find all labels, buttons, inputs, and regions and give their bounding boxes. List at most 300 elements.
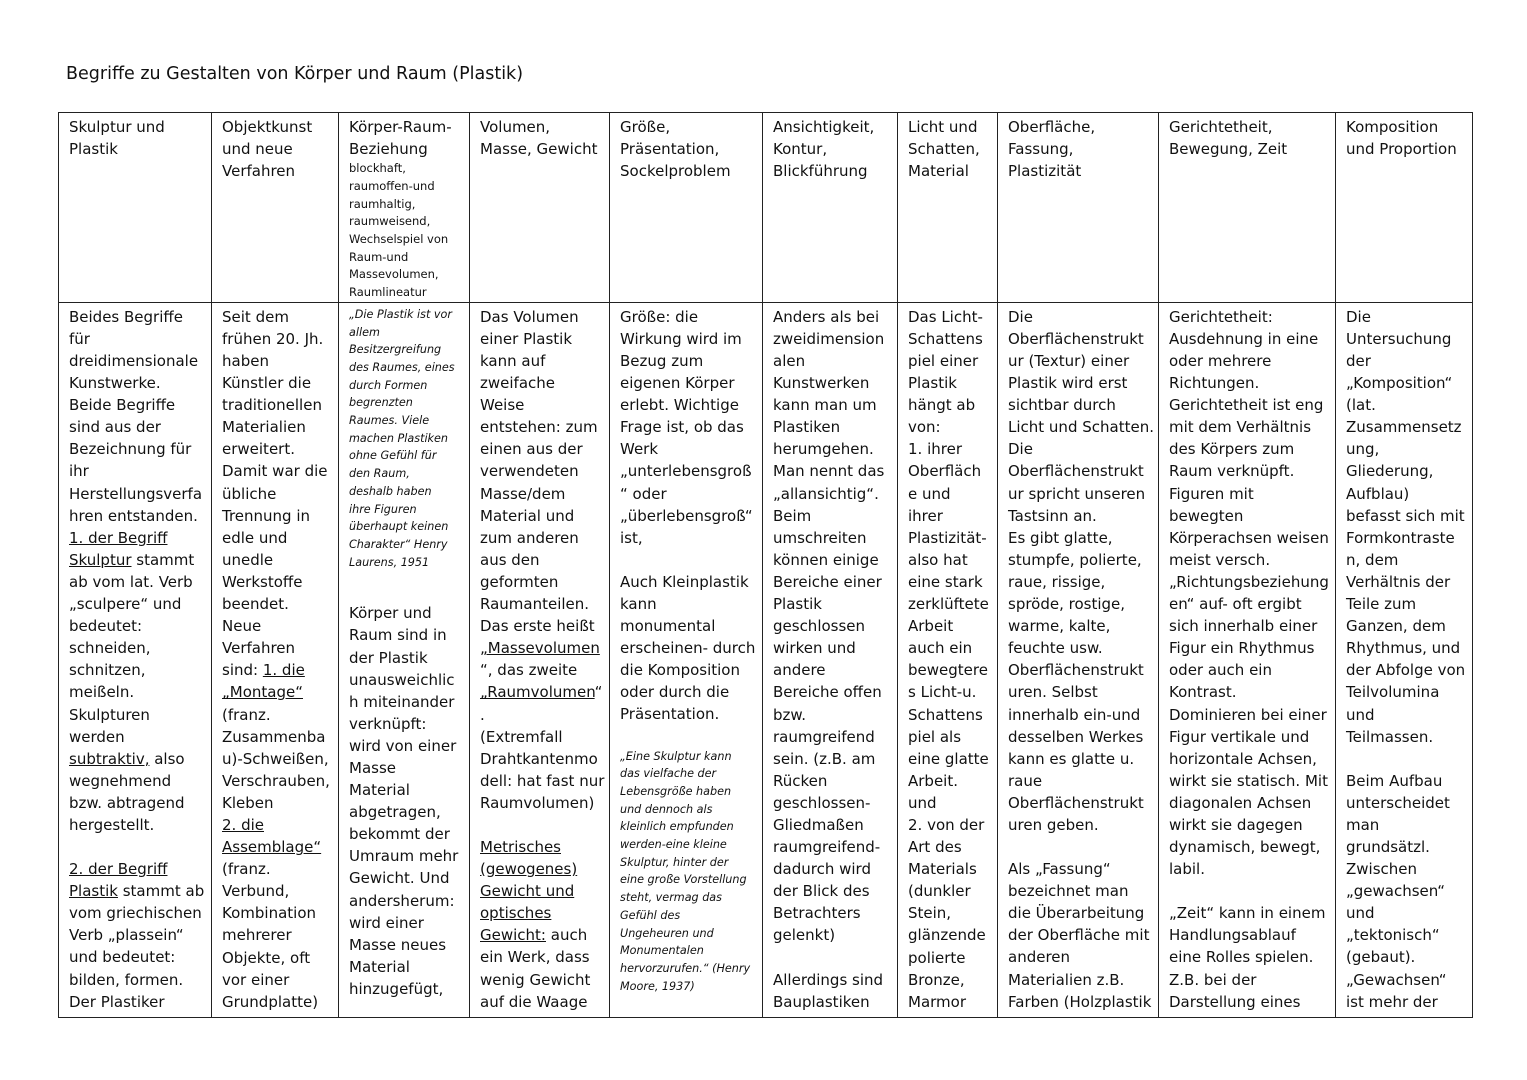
text-segment: „allansichtig“. (773, 484, 879, 503)
text-line (773, 438, 889, 460)
concepts-table (58, 112, 1473, 1018)
text-line (773, 306, 889, 328)
text-segment: die Überarbeitung (1008, 904, 1145, 923)
text-line (773, 460, 889, 482)
text-segment: der Blick des (773, 882, 870, 901)
header-text: Masse, Gewicht (480, 140, 598, 159)
text-line (480, 836, 601, 858)
text-line (69, 416, 203, 438)
text-line (1008, 770, 1150, 792)
text-segment: Marmor (908, 992, 966, 1011)
text-line (69, 924, 203, 946)
quote-line: werden-eine kleine (620, 838, 727, 852)
text-segment: Zusammensetz (1346, 418, 1462, 437)
text-line (773, 372, 889, 394)
text-line (1169, 328, 1327, 350)
text-line (480, 394, 601, 416)
text-line (222, 328, 330, 350)
text-segment: Raumvolumen) (480, 793, 595, 812)
text-line (69, 372, 203, 394)
text-line (1169, 770, 1327, 792)
text-segment: bekommt der (349, 825, 450, 844)
text-line (908, 947, 989, 969)
text-line (620, 438, 754, 460)
text-segment: stammt ab (117, 882, 205, 901)
text-line (480, 527, 601, 549)
text-segment: hren entstanden. (69, 506, 198, 525)
text-line (773, 902, 889, 924)
text-segment: werden (69, 727, 125, 746)
text-segment: bezeichnet man (1008, 882, 1129, 901)
text-line (620, 460, 754, 482)
text-segment: Plastik wird erst (1008, 374, 1128, 393)
text-segment: Damit war die (222, 462, 328, 481)
text-segment: Oberfläch (908, 462, 982, 481)
text-line (480, 659, 601, 681)
text-segment: hängt ab (908, 396, 976, 415)
text-line (222, 460, 330, 482)
header-cell-volumen (470, 113, 610, 303)
text-segment: (franz. (222, 860, 271, 879)
text-line (908, 438, 989, 460)
cell-objektkunst (212, 302, 339, 1017)
text-segment: auch ein (908, 639, 973, 658)
text-segment: e und (908, 484, 951, 503)
text-segment: traditionellen (222, 396, 322, 415)
text-segment: Dominieren bei einer (1169, 705, 1327, 724)
text-line (480, 902, 601, 924)
text-line (222, 969, 330, 991)
text-segment: hergestellt. (69, 815, 155, 834)
text-segment: geschlossen- (773, 793, 871, 812)
text-line (222, 748, 330, 770)
text-segment: dell: hat fast nur (480, 771, 605, 790)
text-line (1008, 438, 1150, 460)
text-line (69, 350, 203, 372)
text-line (773, 593, 889, 615)
spacer (620, 549, 754, 571)
text-line (1008, 969, 1150, 991)
text-line (69, 637, 203, 659)
text-segment: (lat. (1346, 396, 1376, 415)
cell-text (1008, 306, 1154, 1017)
text-line (1008, 306, 1150, 328)
text-line (1346, 770, 1464, 792)
text-segment: Verhältnis der (1346, 572, 1451, 591)
text-segment: (gebaut). (1346, 948, 1416, 967)
text-line (1169, 615, 1327, 637)
header-text: Licht und (908, 118, 978, 136)
text-line (349, 801, 461, 823)
text-segment: ur (Textur) einer (1008, 352, 1130, 370)
spacer (1169, 880, 1327, 902)
text-segment: übliche (222, 484, 277, 503)
text-segment: raue (1008, 771, 1043, 790)
text-line (480, 460, 601, 482)
text-line (480, 416, 601, 438)
text-segment: Kunstwerken (773, 374, 870, 393)
text-segment: Größe: die (620, 307, 699, 326)
text-segment: vom griechischen (69, 904, 202, 923)
text-line (908, 681, 989, 703)
header-row (59, 113, 1473, 303)
text-segment: (franz. (222, 705, 271, 724)
text-line (1169, 858, 1327, 880)
text-line (773, 659, 889, 681)
text-segment: desselben Werkes (1008, 727, 1144, 746)
header-text: Objektkunst (222, 118, 313, 136)
text-line (773, 858, 889, 880)
text-segment: Plastizität- (908, 528, 987, 547)
text-segment: Gerichtetheit ist eng (1169, 396, 1324, 415)
header-text: Material (908, 162, 969, 181)
text-line (480, 748, 601, 770)
text-segment: eigenen Körper (620, 374, 735, 393)
header-text: und Proportion (1346, 140, 1457, 159)
text-segment: Formkontraste (1346, 528, 1455, 547)
text-segment: polierte (908, 948, 966, 967)
quote-line: steht, vermag das (620, 891, 722, 905)
text-line (773, 637, 889, 659)
text-line (1008, 615, 1150, 637)
text-line (908, 306, 989, 328)
text-line (480, 880, 601, 902)
quote-line: überhaupt keinen (349, 520, 449, 534)
text-line (908, 748, 989, 770)
underlined-term: Assemblage“ (222, 838, 322, 857)
header-text: Oberfläche, (1008, 118, 1096, 136)
text-line (908, 902, 989, 924)
text-segment: Materialien z.B. (1008, 970, 1125, 989)
cell-text (773, 306, 889, 1017)
text-line (908, 858, 989, 880)
text-segment: gelenkt) (773, 926, 836, 945)
text-segment: glänzende (908, 926, 986, 945)
text-line (480, 483, 601, 505)
header-text: Größe, (620, 118, 671, 136)
text-line (773, 549, 889, 571)
spacer (349, 571, 461, 602)
content-row (59, 302, 1473, 1017)
header-text: Verfahren (222, 162, 296, 181)
text-line (1346, 483, 1464, 505)
text-segment: 1. ihrer (908, 440, 962, 459)
text-segment: labil. (1169, 860, 1205, 879)
text-line (480, 328, 601, 350)
text-line (908, 549, 989, 571)
cell-ansichtigkeit (763, 302, 898, 1017)
text-segment: Darstellung eines (1169, 992, 1301, 1011)
text-line (349, 823, 461, 845)
text-line (69, 991, 203, 1013)
text-line (480, 549, 601, 571)
text-line (773, 969, 889, 991)
text-segment: Die (1008, 307, 1033, 326)
text-segment: “ (594, 683, 603, 702)
text-line (480, 726, 601, 748)
text-line (908, 836, 989, 858)
text-segment: Künstler die (222, 374, 312, 393)
text-line (773, 726, 889, 748)
header-text: Volumen, (480, 118, 551, 136)
text-line (1346, 438, 1464, 460)
header-cell-skulptur (59, 113, 212, 303)
quote-line: Charakter“ Henry (349, 537, 448, 551)
text-segment: kann auf (480, 352, 546, 370)
text-segment: befasst sich mit (1346, 506, 1465, 525)
text-line (1008, 902, 1150, 924)
text-line (1169, 438, 1327, 460)
quote-line: hervorzurufen.“ (Henry (620, 961, 751, 975)
text-line (773, 350, 889, 372)
text-line (69, 593, 203, 615)
text-segment: grundsätzl. (1346, 837, 1430, 856)
text-line (1008, 416, 1154, 438)
text-line (480, 858, 601, 880)
cell-text (908, 306, 989, 1017)
text-segment: Beim (773, 506, 812, 525)
text-line (1346, 836, 1464, 858)
text-line (1169, 505, 1327, 527)
text-line (1346, 681, 1464, 703)
header-text: Skulptur und (69, 118, 165, 136)
text-segment: Grundplatte) (222, 992, 319, 1011)
text-segment: Aufblau) (1346, 484, 1410, 503)
text-line (908, 505, 989, 527)
text-line (1346, 814, 1464, 836)
text-line (480, 571, 601, 593)
text-line (908, 880, 989, 902)
header-subtext: blockhaft, (349, 161, 406, 176)
cell-gerichtetheit (1159, 302, 1336, 1017)
underlined-term: 2. der Begriff (69, 860, 168, 879)
text-line (1008, 549, 1150, 571)
text-line (480, 681, 601, 703)
underlined-term: „Massevolumen (480, 639, 600, 658)
header-subtext: Raumlineatur (349, 285, 427, 300)
text-segment: Materials (908, 860, 977, 879)
text-segment: Masse (349, 759, 396, 778)
text-line (69, 792, 203, 814)
text-segment: sind aus der (69, 418, 161, 437)
quote-line: Ungeheuren und (620, 926, 714, 940)
text-segment: Ganzen, dem (1346, 617, 1446, 636)
text-line (222, 659, 330, 681)
text-segment: Seit dem (222, 307, 289, 326)
text-line (222, 726, 330, 748)
text-segment: Körper und (349, 604, 432, 623)
text-segment: Untersuchung (1346, 329, 1452, 348)
header-subtext: Wechselspiel von (349, 232, 449, 246)
text-line (1169, 748, 1327, 770)
text-line (908, 726, 989, 748)
spacer (1008, 836, 1150, 858)
text-segment: Teilmassen. (1346, 727, 1434, 746)
text-segment: ist mehr der (1346, 992, 1438, 1011)
text-line (1008, 991, 1150, 1013)
spacer (620, 726, 754, 748)
header-text: Präsentation, (620, 140, 720, 159)
text-segment: Figuren mit (1169, 484, 1254, 503)
text-segment: Art des (908, 838, 962, 857)
text-line (69, 969, 203, 991)
cell-text (1169, 306, 1327, 1017)
text-line (1346, 615, 1464, 637)
text-segment: raue, rissige, (1008, 572, 1106, 591)
text-line (69, 681, 203, 703)
text-line (1346, 946, 1464, 968)
text-line (222, 527, 330, 549)
text-line (222, 416, 330, 438)
header-text: Plastik (69, 140, 118, 159)
quote-line: den Raum, (349, 467, 410, 481)
text-segment: Der Plastiker (69, 992, 165, 1011)
text-line (1169, 704, 1327, 726)
text-segment: Stein, (908, 904, 952, 923)
text-line (908, 372, 989, 394)
text-segment: Material (349, 781, 410, 800)
text-line (1169, 792, 1327, 814)
text-line (620, 527, 754, 549)
text-segment: abgetragen, (349, 803, 441, 822)
header-subtext: raumoffen-und (349, 178, 435, 193)
quote-line: Skulptur, hinter der (620, 855, 729, 869)
text-line (69, 748, 203, 770)
text-line (1346, 880, 1464, 902)
text-segment: Figur ein Rhythmus (1169, 639, 1315, 658)
text-segment: Präsentation. (620, 705, 720, 724)
cell-komposition (1336, 302, 1473, 1017)
text-segment: sein. (z.B. am (773, 749, 876, 768)
text-line (620, 372, 754, 394)
text-segment: man (1346, 815, 1380, 834)
text-line (1346, 858, 1464, 880)
underlined-term: 1. die (262, 661, 305, 680)
text-segment: dreidimensionale (69, 352, 199, 370)
text-line (1169, 836, 1327, 858)
text-segment: Gerichtetheit: (1169, 307, 1273, 326)
text-segment: edle und (222, 528, 288, 547)
text-line (1169, 394, 1327, 416)
text-segment: wirkt sie statisch. Mit (1169, 771, 1328, 790)
text-line (1169, 483, 1327, 505)
text-segment: sind: (222, 661, 263, 680)
text-line (222, 704, 330, 726)
text-segment: oder auch ein (1169, 661, 1272, 680)
text-line (480, 615, 601, 637)
text-segment: Verb „plassein“ (69, 926, 184, 945)
text-line (1169, 681, 1327, 703)
text-segment: Bezeichnung für (69, 440, 192, 459)
text-segment: auch (545, 926, 588, 945)
text-segment: Raum sind in (349, 626, 447, 645)
quote-line: durch Formen (349, 378, 428, 392)
text-segment: ist, (620, 528, 643, 547)
text-segment: geformten (480, 572, 559, 591)
text-line (222, 792, 330, 814)
text-line (620, 483, 754, 505)
text-line (1169, 991, 1327, 1013)
text-line (349, 669, 461, 691)
text-line (620, 350, 754, 372)
text-segment: s Licht-u. (908, 683, 977, 702)
text-segment: Zusammenba (222, 727, 326, 746)
header-subtext: Massevolumen, (349, 267, 439, 282)
text-segment: entstehen: zum (480, 418, 598, 437)
text-segment: Raum verknüpft. (1169, 462, 1295, 481)
text-segment: ein Werk, dass (480, 948, 590, 967)
text-line (222, 814, 330, 836)
text-line (349, 867, 461, 889)
header-text: Kontur, (773, 140, 828, 159)
text-line (1346, 527, 1464, 549)
header-text: Plastizität (1008, 162, 1082, 181)
text-segment: Betrachters (773, 904, 861, 923)
text-segment: andere (773, 661, 826, 680)
underlined-term: subtraktiv, (69, 749, 150, 768)
text-segment: „Zeit“ kann in einem (1169, 904, 1326, 923)
text-segment: bilden, formen. (69, 970, 184, 989)
text-segment: also hat (908, 550, 968, 569)
text-line (480, 350, 601, 372)
cell-licht (898, 302, 998, 1017)
text-segment: Anders als bei (773, 307, 880, 326)
quote-line: ihre Figuren (349, 502, 417, 516)
header-text: Komposition (1346, 118, 1439, 136)
text-segment: Richtungen. (1169, 374, 1260, 393)
quote-line: deshalb haben (349, 484, 432, 498)
text-line (480, 991, 601, 1013)
text-segment: hinzugefügt, (349, 979, 444, 998)
text-segment: schneiden, (69, 639, 151, 658)
text-line (908, 527, 989, 549)
text-line (1346, 372, 1464, 394)
text-line (1346, 460, 1464, 482)
text-line (773, 748, 889, 770)
text-segment: Das Licht- (908, 307, 983, 326)
text-segment: umschreiten (773, 528, 867, 547)
text-segment: piel einer (908, 352, 979, 370)
text-segment: ab vom lat. Verb (69, 572, 193, 591)
text-segment: Gliederung, (1346, 462, 1434, 481)
text-segment: „Komposition“ (1346, 374, 1453, 393)
header-cell-oberflaeche (998, 113, 1159, 303)
text-segment: Körperachsen weisen (1169, 528, 1329, 547)
underlined-term: Gewicht und (480, 882, 575, 901)
text-segment: Oberflächenstrukt (1008, 329, 1144, 348)
text-line (222, 615, 330, 637)
text-segment: eine glatte (908, 749, 989, 768)
text-line (222, 483, 330, 505)
text-line (222, 991, 330, 1013)
text-line (1169, 924, 1327, 946)
text-line (908, 770, 989, 792)
text-segment: Rücken (773, 771, 828, 790)
text-line (908, 460, 989, 482)
text-segment: wirken und (773, 639, 856, 658)
text-line (773, 836, 889, 858)
text-segment: bewegten (1169, 506, 1244, 525)
text-segment: mehrerer (222, 926, 292, 945)
text-line (1008, 748, 1150, 770)
text-line (773, 394, 889, 416)
text-line (620, 681, 754, 703)
text-line (222, 306, 330, 328)
text-segment: meist versch. (1169, 550, 1271, 569)
text-line (69, 704, 203, 726)
text-line (908, 637, 989, 659)
underlined-term: optisches (480, 904, 552, 923)
